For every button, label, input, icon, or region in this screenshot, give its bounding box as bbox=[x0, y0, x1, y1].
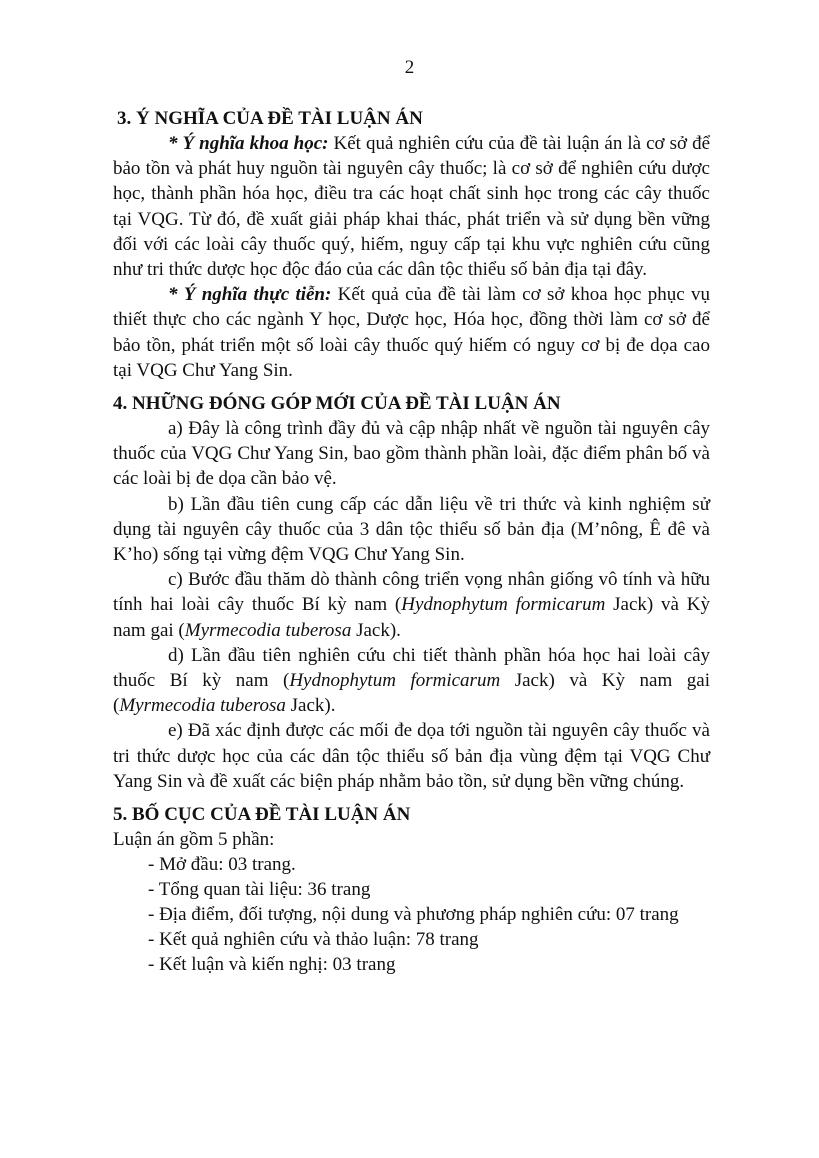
section-3-heading: 3. Ý NGHĨA CỦA ĐỀ TÀI LUẬN ÁN bbox=[117, 108, 423, 129]
contribution-e: e) Đã xác định được các mối đe dọa tới nguồn tài nguyên cây thuốc và tri thức dược học của các dân tộc thiểu số bản địa vùng đệm tại VQG Chư Yang Sin và đề xuất các biện pháp nhằm bảo tồn, sử dụng bền vững chúng. bbox=[113, 720, 710, 792]
contribution-a: a) Đây là công trình đầy đủ và cập nhập nhất về nguồn tài nguyên cây thuốc của VQG Chư Yang Sin, bao gồm thành phần loài, đặc điểm phân bố và các loài bị đe dọa cần bảo vệ. bbox=[113, 418, 710, 490]
species-name-myrmecodia: Myrmecodia tuberosa bbox=[184, 619, 352, 641]
practical-significance-label: * Ý nghĩa thực tiễn: bbox=[168, 284, 332, 306]
structure-list-item: - Tổng quan tài liệu: 36 trang bbox=[148, 879, 371, 901]
contribution-d-text-3: Jack). bbox=[285, 695, 336, 717]
species-name-hydnophytum: Hydnophytum formicarum bbox=[401, 594, 606, 616]
contribution-d-text-2: Jack) và Kỳ nam gai ( bbox=[113, 670, 710, 717]
species-name-hydnophytum: Hydnophytum formicarum bbox=[289, 670, 501, 692]
document-body bbox=[113, 106, 710, 977]
section-4-heading: 4. NHỮNG ĐÓNG GÓP MỚI CỦA ĐỀ TÀI LUẬN ÁN bbox=[113, 393, 561, 415]
structure-list-item: - Kết luận và kiến nghị: 03 trang bbox=[148, 954, 396, 976]
section-5-heading: 5. BỐ CỤC CỦA ĐỀ TÀI LUẬN ÁN bbox=[113, 804, 411, 826]
scientific-significance-paragraph bbox=[113, 131, 710, 282]
contribution-b: b) Lần đầu tiên cung cấp các dẫn liệu về tri thức và kinh nghiệm sử dụng tài nguyên cây thuốc của 3 dân tộc thiểu số bản địa (M’nông, Ê đê và K’ho) sống tại vừng đệm VQG Chư Yang Sin. bbox=[113, 493, 710, 566]
scientific-significance-label: * Ý nghĩa khoa học: bbox=[168, 133, 329, 154]
contribution-d-text-1: d) Lần đầu tiên nghiên cứu chi tiết thành phần hóa học hai loài cây thuốc Bí kỳ nam ( bbox=[113, 644, 710, 692]
contribution-c bbox=[113, 567, 710, 643]
contribution-c-text-1: c) Bước đầu thăm dò thành công triển vọng nhân giống vô tính và hữu tính hai loài cây thuốc Bí kỳ nam ( bbox=[113, 569, 710, 616]
structure-intro: Luận án gồm 5 phần: bbox=[113, 829, 275, 851]
page-number: 2 bbox=[404, 57, 415, 78]
contribution-c-text-3: Jack). bbox=[351, 619, 401, 641]
structure-list-item: - Kết quả nghiên cứu và thảo luận: 78 trang bbox=[148, 929, 479, 951]
species-name-myrmecodia: Myrmecodia tuberosa bbox=[119, 695, 286, 717]
structure-list-item: - Địa điểm, đối tượng, nội dung và phương pháp nghiên cứu: 07 trang bbox=[148, 904, 679, 926]
practical-significance-text: Kết quả của đề tài làm cơ sở khoa học phục vụ thiết thực cho các ngành Y học, Dược học, Hóa học, đồng thời làm cơ sở để bảo tồn, phát triển một số loài cây thuốc quý hiếm có nguy cơ bị đe dọa cao tại VQG Chư Yang Sin. bbox=[113, 284, 710, 381]
structure-list-item: - Mở đầu: 03 trang. bbox=[148, 854, 296, 876]
scientific-significance-text: Kết quả nghiên cứu của đề tài luận án là cơ sở để bảo tồn và phát huy nguồn tài nguyên cây thuốc; là cơ sở để nghiên cứu dược học, thành phần hóa học, điều tra các hoạt chất sinh học trong các cây thuốc tại VQG. Từ đó, đề xuất giải pháp khai thác, phát triển và sử dụng bền vững đối với các loài cây thuốc quý, hiếm, nguy cấp tại khu vực nghiên cứu cũng như tri thức dược học độc đáo của các dân tộc thiểu số bản địa tại đây. bbox=[113, 133, 710, 281]
contribution-d bbox=[113, 643, 710, 719]
practical-significance-paragraph bbox=[113, 282, 710, 383]
contribution-c-text-2: Jack) và Kỳ nam gai ( bbox=[113, 594, 710, 641]
